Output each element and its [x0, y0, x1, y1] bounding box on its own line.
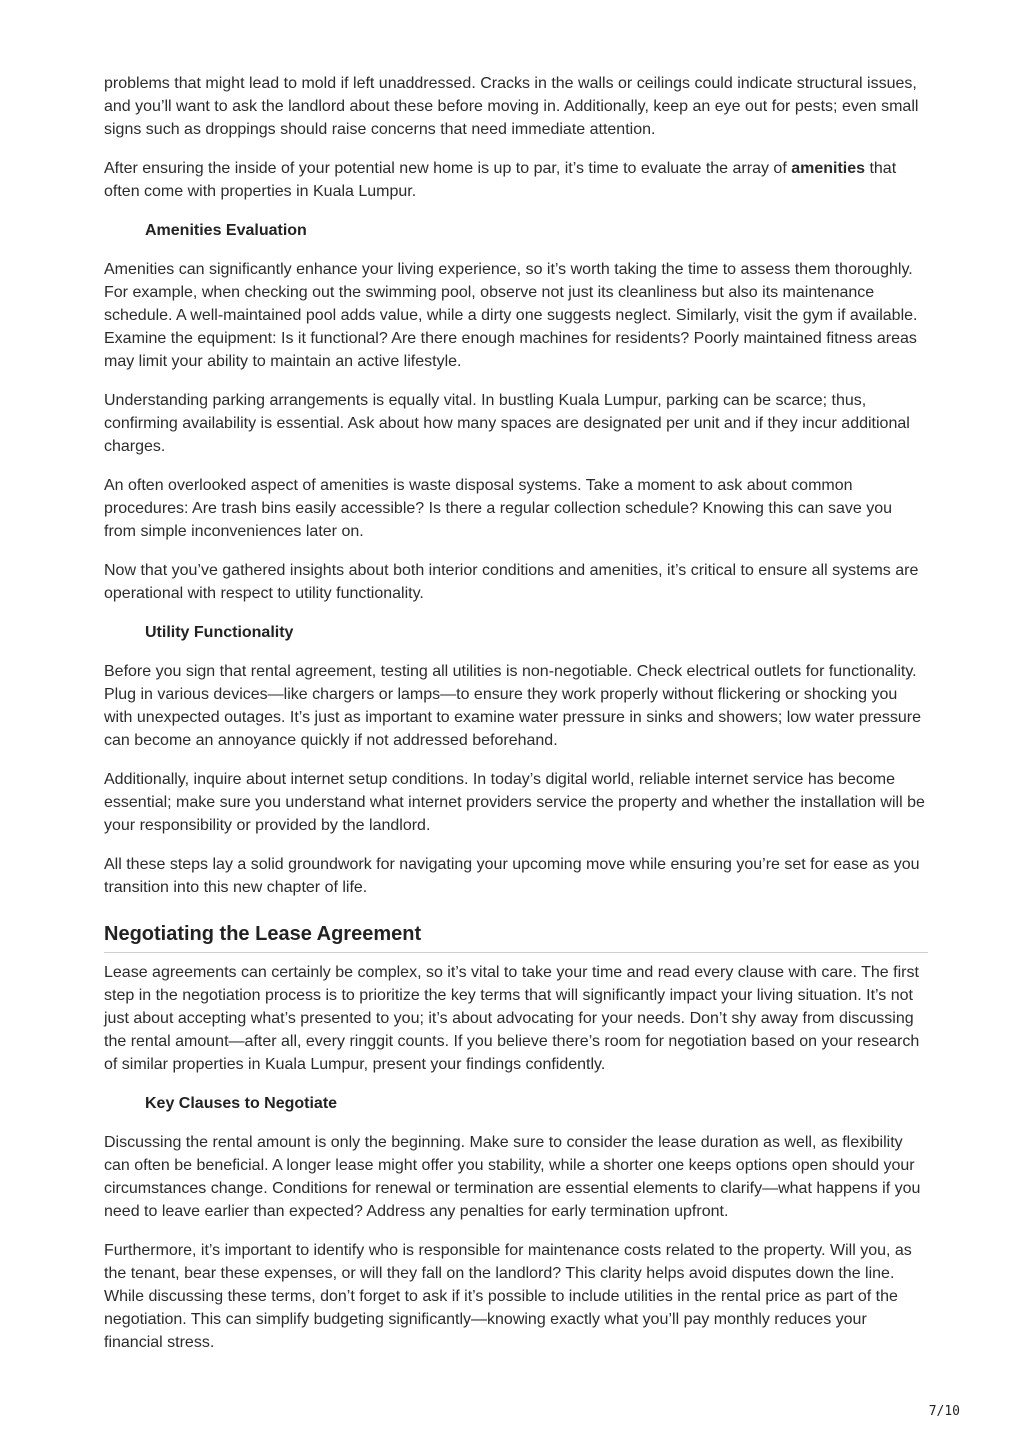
- paragraph-pool-gym: Amenities can significantly enhance your living experience, so it’s worth taking the time to assess them thoroughly. For example, when checking out the swimming pool, observe not just its cleanliness but also its maintenance schedule. A well-maintained pool adds value, while a dirty one suggests neglect. Similarly, visit the gym if available. Examine the equipment: Is it functional? Are there enough machines for residents? Poorly maintained fitness areas may limit your ability to maintain an active lifestyle.: [104, 261, 918, 370]
- heading-negotiating-lease: Negotiating the Lease Agreement: [104, 921, 928, 953]
- paragraph-parking: Understanding parking arrangements is equally vital. In bustling Kuala Lumpur, parking can be scarce; thus, confirming availability is essential. Ask about how many spaces are designated per unit and if they incur additional charges.: [104, 392, 910, 455]
- amenities-bold-term: amenities: [791, 160, 866, 177]
- paragraph-amenities-intro-end: that often come with properties in Kuala Lumpur.: [104, 160, 897, 200]
- paragraph-lease-duration: Discussing the rental amount is only the beginning. Make sure to consider the lease duration as well, as flexibility can often be beneficial. A longer lease might offer you stability, while a shorter one keeps options open should your circumstances change. Conditions for renewal or termination are essential elements to clarify—what happens if you need to leave earlier than expected? Address any penalties for early termination upfront.: [104, 1134, 921, 1220]
- heading-utility-functionality: Utility Functionality: [145, 624, 294, 641]
- paragraph-waste-disposal: An often overlooked aspect of amenities is waste disposal systems. Take a moment to ask about common procedures: Are trash bins easily accessible? Is there a regular collection schedule? Knowing this can save you from simple inconveniences later on.: [104, 477, 892, 540]
- paragraph-internet: Additionally, inquire about internet setup conditions. In today’s digital world, reliable internet service has become essential; make sure you understand what internet providers service the property and whether the installation will be your responsibility or provided by the landlord.: [104, 771, 925, 834]
- paragraph-groundwork: All these steps lay a solid groundwork for navigating your upcoming move while ensuring you’re set for ease as you transition into this new chapter of life.: [104, 856, 920, 896]
- paragraph-amenities-intro-start: After ensuring the inside of your potential new home is up to par, it’s time to evaluate the array of: [104, 160, 792, 177]
- paragraph-amenities-intro: [104, 157, 928, 203]
- heading-amenities-evaluation: Amenities Evaluation: [145, 222, 307, 239]
- paragraph-electrical-water: Before you sign that rental agreement, testing all utilities is non-negotiable. Check electrical outlets for functionality. Plug in various devices—like chargers or lamps—to ensure they work properly without flickering or shocking you with unexpected outages. It’s just as important to examine water pressure in sinks and showers; low water pressure can become an annoyance quickly if not addressed beforehand.: [104, 663, 921, 749]
- document-body: [104, 72, 928, 1354]
- paragraph-lease-intro: Lease agreements can certainly be complex, so it’s vital to take your time and read every clause with care. The first step in the negotiation process is to prioritize the key terms that will significantly impact your living situation. It’s not just about accepting what’s presented to you; it’s about advocating for your needs. Don’t shy away from discussing the rental amount—after all, every ringgit counts. If you believe there’s room for negotiation based on your research of similar properties in Kuala Lumpur, present your findings confidently.: [104, 964, 920, 1073]
- paragraph-maintenance-costs: Furthermore, it’s important to identify who is responsible for maintenance costs related to the property. Will you, as the tenant, bear these expenses, or will they fall on the landlord? This clarity helps avoid disputes down the line. While discussing these terms, don’t forget to ask if it’s possible to include utilities in the rental price as part of the negotiation. This can simplify budgeting significantly—knowing exactly what you’ll pay monthly reduces your financial stress.: [104, 1242, 912, 1351]
- heading-key-clauses: Key Clauses to Negotiate: [145, 1095, 338, 1112]
- paragraph-utility-transition: Now that you’ve gathered insights about both interior conditions and amenities, it’s critical to ensure all systems are operational with respect to utility functionality.: [104, 562, 919, 602]
- page-number: 7/10: [928, 1404, 960, 1419]
- paragraph-mold-cracks-pests: problems that might lead to mold if left unaddressed. Cracks in the walls or ceilings could indicate structural issues, and you’ll want to ask the landlord about these before moving in. Additionally, keep an eye out for pests; even small signs such as droppings should raise concerns that need immediate attention.: [104, 75, 919, 138]
